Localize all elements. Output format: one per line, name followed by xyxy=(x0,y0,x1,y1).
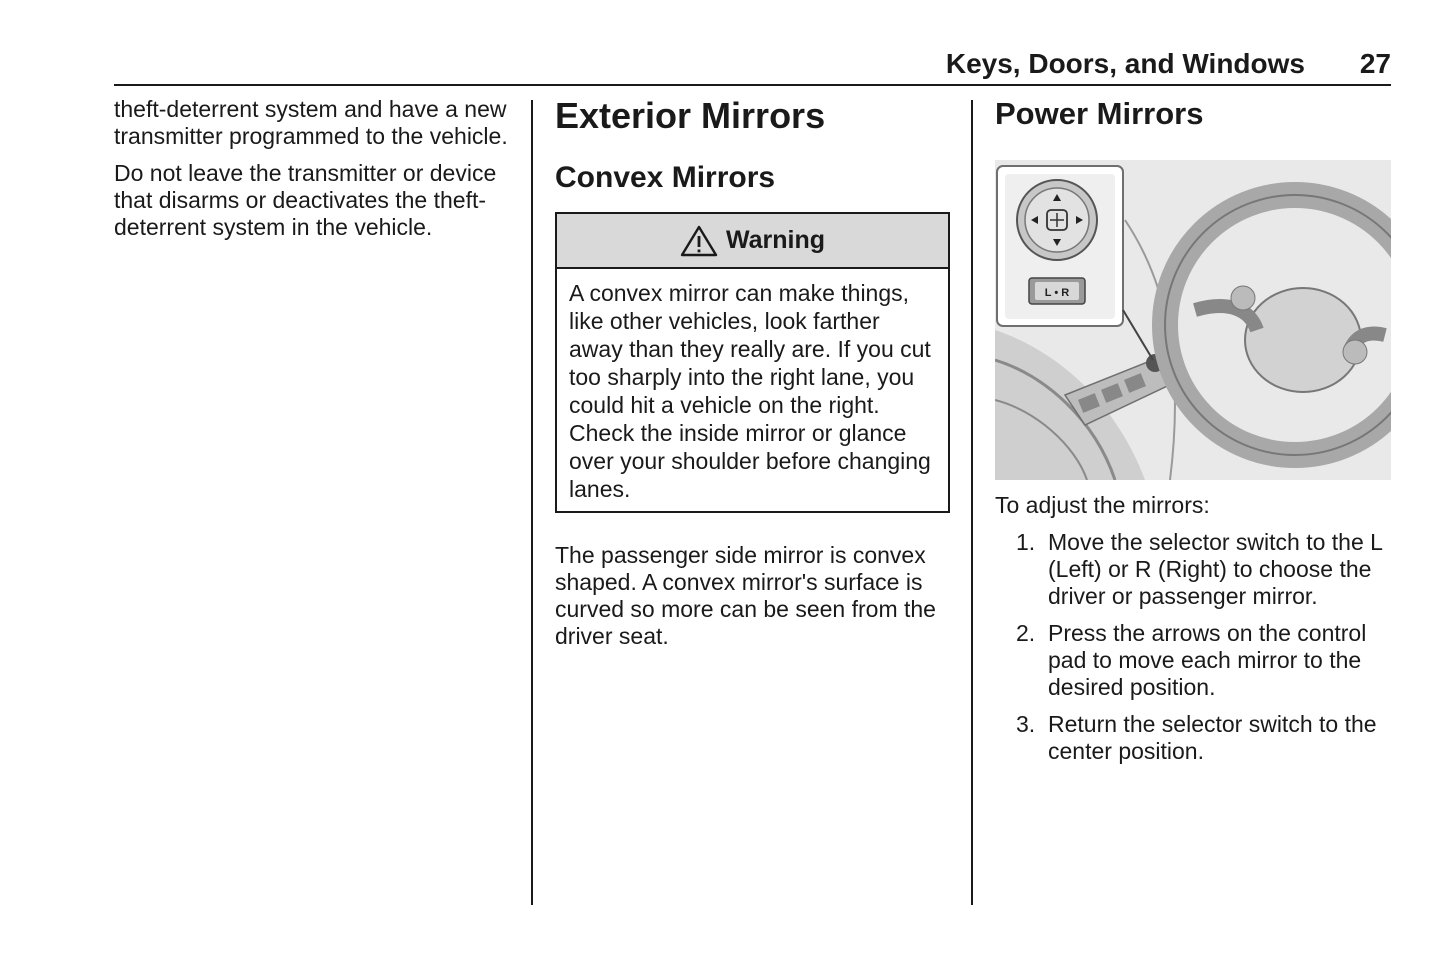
paragraph: The passenger side mirror is convex shaped. A convex mirror's surface is curved so more can be seen from the driver seat. xyxy=(555,542,936,649)
section-title: Keys, Doors, and Windows xyxy=(945,48,1305,79)
column-left xyxy=(114,96,514,251)
step-number: 1. xyxy=(1016,529,1036,555)
selector-label: L • R xyxy=(1044,287,1070,299)
paragraph: Do not leave the transmitter or device that disarms or deactivates the theft-deterrent system in the vehicle. xyxy=(114,160,497,240)
warning-header xyxy=(557,214,948,269)
column-divider xyxy=(971,100,973,905)
page-number: 27 xyxy=(1359,48,1391,79)
step-number: 3. xyxy=(1016,711,1036,737)
warning-label: Warning xyxy=(725,226,826,254)
column-divider xyxy=(531,100,533,905)
paragraph-intro: To adjust the mirrors: xyxy=(995,492,1210,518)
heading-power-mirrors: Power Mirrors xyxy=(995,96,1204,131)
step-text: Move the selector switch to the L (Left) or R (Right) to choose the driver or passenger mirror. xyxy=(1048,529,1383,609)
step-text: Press the arrows on the control pad to move each mirror to the desired position. xyxy=(1048,620,1367,700)
step-text: Return the selector switch to the center position. xyxy=(1048,711,1377,764)
list-item xyxy=(995,620,1391,701)
heading-exterior-mirrors: Exterior Mirrors xyxy=(555,95,826,136)
warning-text: A convex mirror can make things, like other vehicles, look farther away than they really are. If you cut too sharply into the right lane, you could hit a vehicle on the right. Check the inside mirror or glance over your shoulder before changing lanes. xyxy=(569,280,931,502)
paragraph: theft-deterrent system and have a new transmitter programmed to the vehicle. xyxy=(114,96,508,149)
step-number: 2. xyxy=(1016,620,1036,646)
list-item xyxy=(995,529,1391,610)
column-right xyxy=(995,96,1391,775)
warning-box xyxy=(555,212,950,513)
warning-triangle-icon xyxy=(680,225,718,257)
list-item xyxy=(995,711,1391,765)
power-mirror-control-illustration xyxy=(995,160,1391,480)
heading-convex-mirrors: Convex Mirrors xyxy=(555,161,776,194)
column-middle xyxy=(555,96,955,660)
steps-list xyxy=(995,529,1391,765)
page-header xyxy=(114,44,1391,86)
